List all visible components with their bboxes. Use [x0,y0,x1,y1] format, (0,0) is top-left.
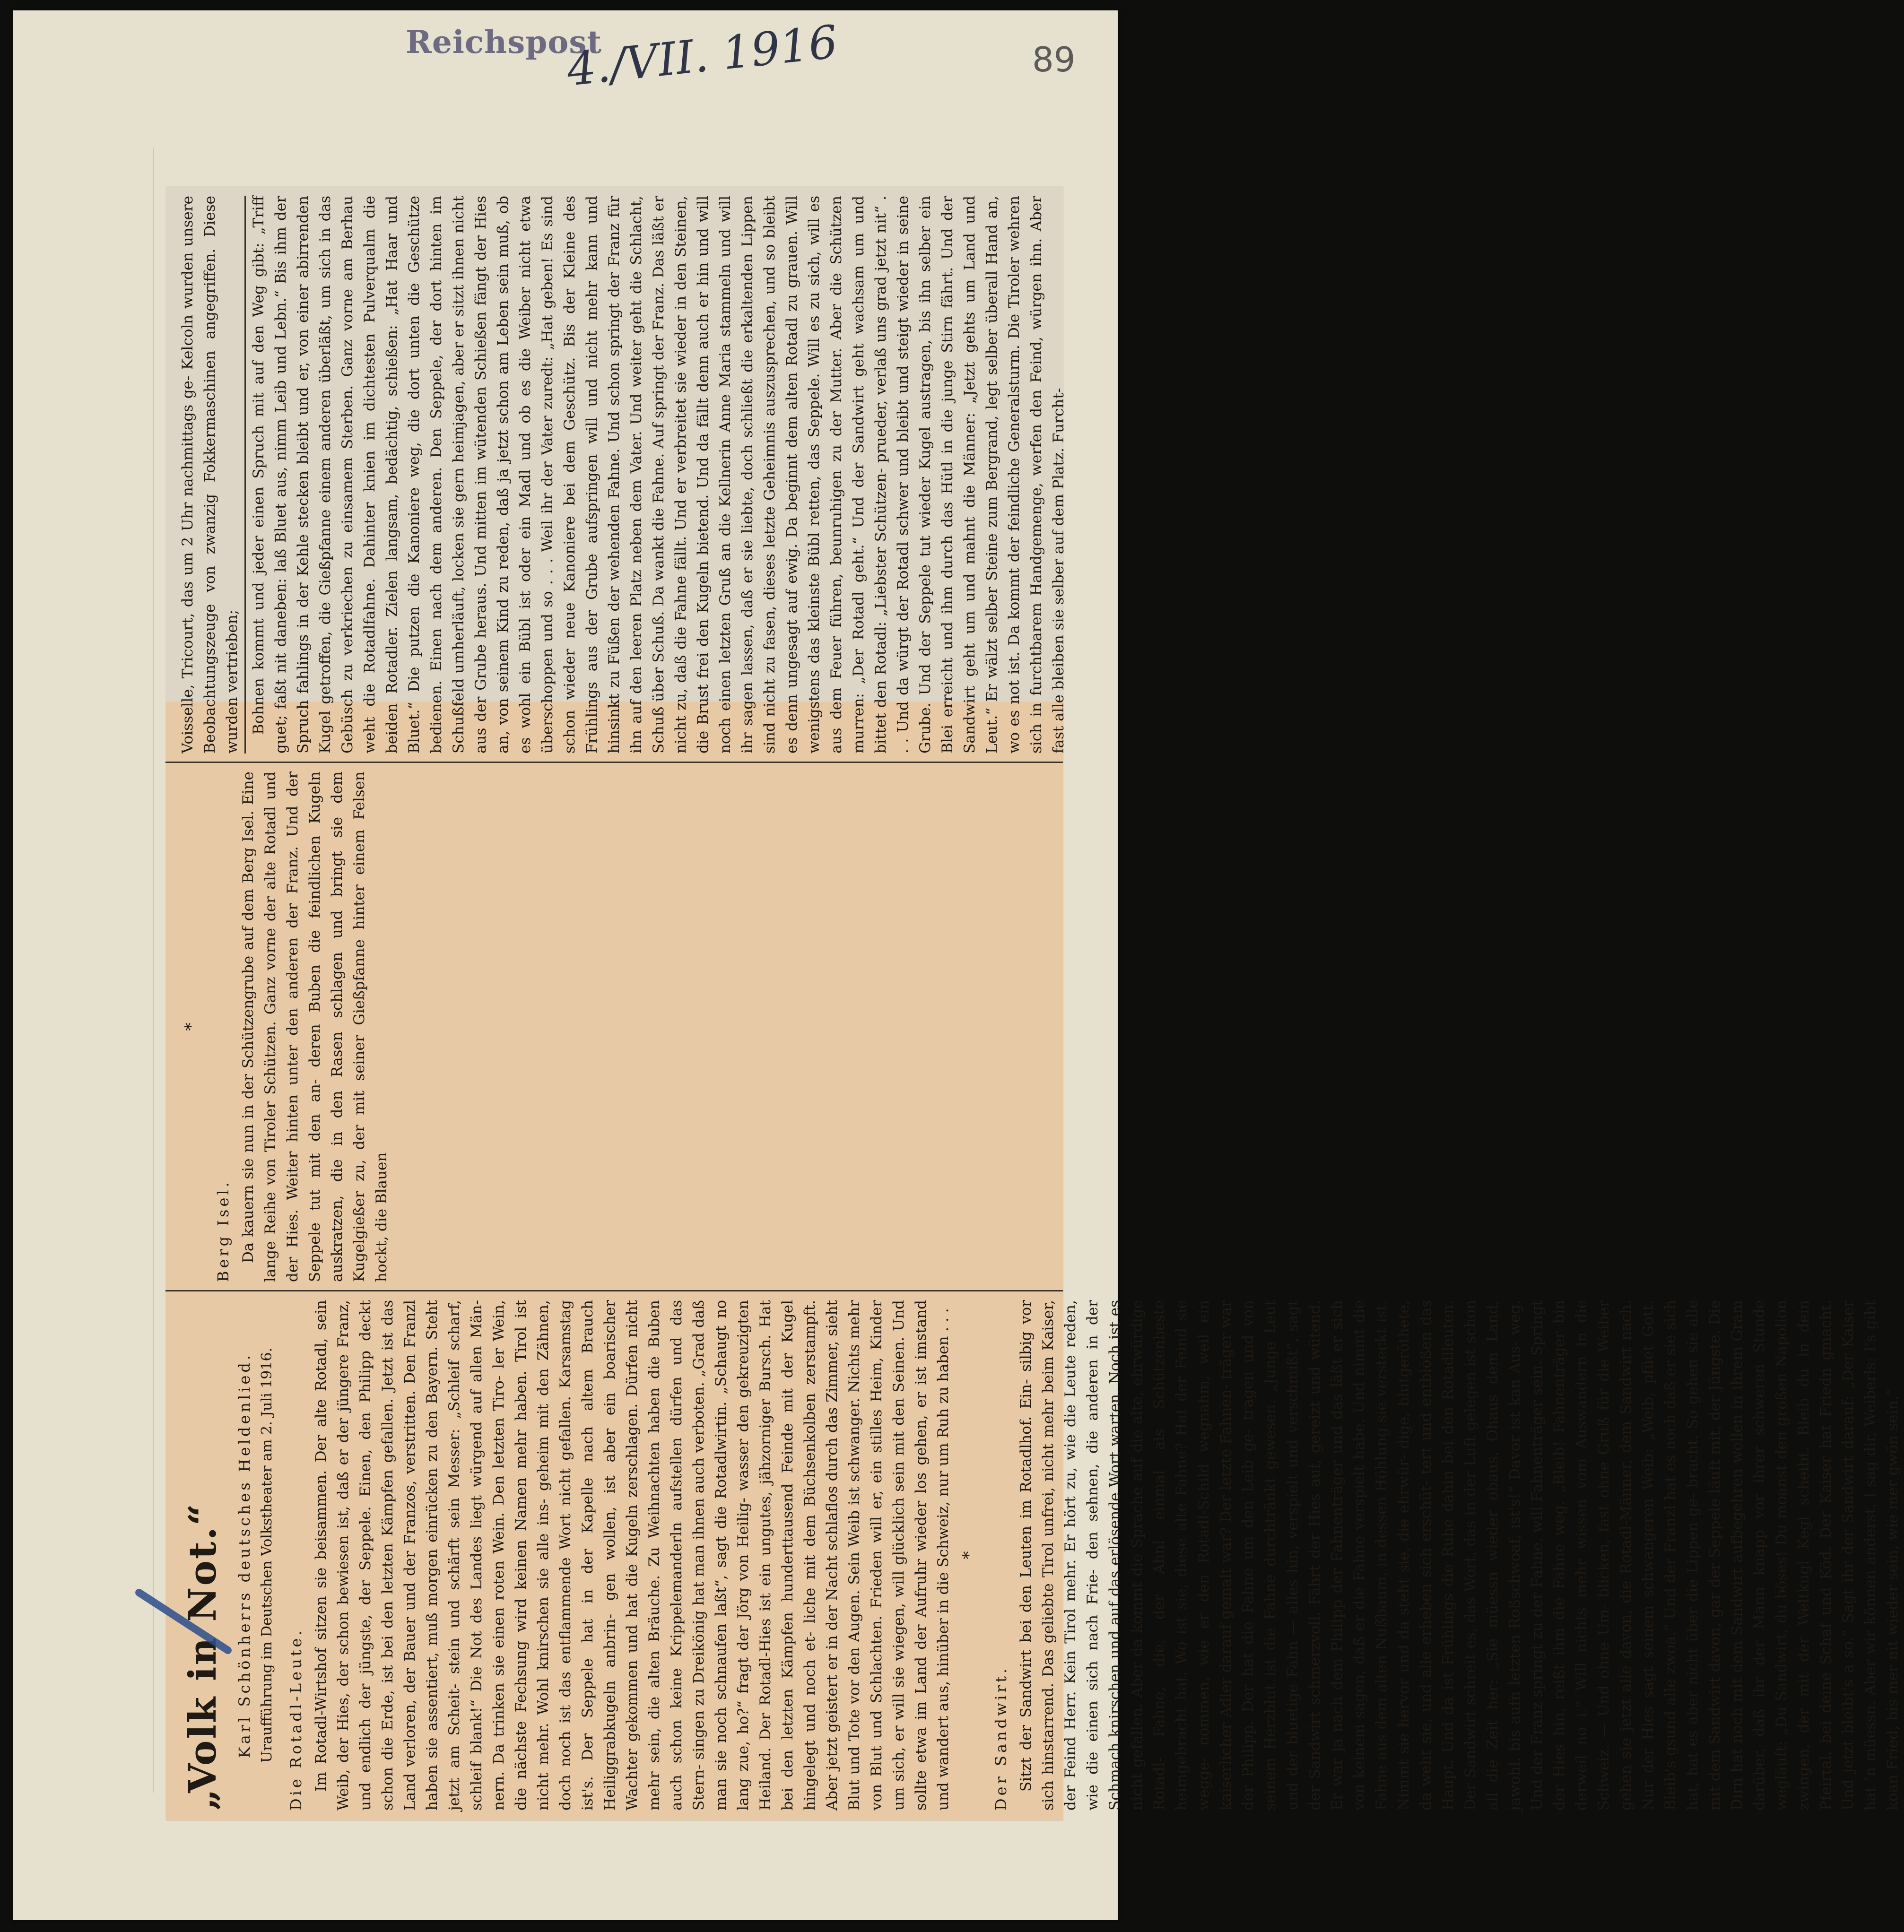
section-berg-isel-paragraph: Da kauern sie nun in der Schützengrube auf dem Berg Isel. Eine lange Reihe von Tiroler Schützen. Ganz vorne der alte Rotadl und der Hies. Weiter hinten unter den anderen der Franz. Und der Seppele tut mit den an- deren Buben die feindlichen Kugeln auskratzen, die in den Rasen schlagen und bringt sie dem Kugelgießer zu, der mit seiner Gießpfanne hinter einem Felsen hockt, die Blauen [240,771,390,1282]
archive-sheet [13,10,1901,1920]
section-title-berg-isel: Berg Isel. [214,1179,232,1282]
section-title-sandwirt: Der Sandwirt. [992,1665,1010,1811]
article-byline: Karl Schönherrs deutsches Heldenlied. [235,1352,253,1759]
column-separator-1 [165,1290,1063,1291]
folio-number: 89 [1032,40,1076,79]
article-column-1 [165,1300,1901,1811]
section-sandwirt-paragraph-start: Sitzt der Sandwirt bei den Leuten im Rotadlhof. Ein- silbig vor sich hinstarrend. Das geliebte Tirol unfrei, nicht mehr beim Kaiser, der Feind Herr. Kein Tirol mehr. Er hört zu, wie die Leute reden, wie die einen sich nach Frie- den sehnen, die anderen in der Schmach knirschen und auf das erlösende Wort warten. Noch ist es nicht gefallen. Aber da kommt die Sprache auf die alte, ehrwürdige Rotadl- Fahne, die, der Ahnl einmal als Schützenbeste heimgebracht hat. Wo ist sie, diese alte Fahne? Hat der Feind sie wegge- nommen, wie er den Rotadl-Schild wegnahm, weil ein kaiserlicher Adler darauf gemalt war? Der letzte Fahnen- träger war der Philipp. Der hat die Fahne um den Leib ge- tragen und von seinem Herzblut ist die Fahne durchtränkt gewesen. „Junge Leut und der bluetige Fahn — alles hin, verspielt und verschmißt“, sagt der Sandwirt schmerzvoll. Fährt der Hies auf, gereizt und wütend. Er war ja nach dem Philipp der Fahnenträger und das läßt er sich von keinem sagen, daß er die Fahne verspielt habe. Und nimmt die Fahne aus dem alten Nußbaum, in dessen Höhlung sie versteckt ist. Nimmt sie hervor und da steht sie, die ehrwür- dige, blutgeröthete, da weht sie, und alle erheben sich erschüt- tert und entblößen das Haupt. Und da ist Frühlings die Ruhe dahin bei den Rotadlleuten. Der Sandwirt schreit es, das Wort, das in der Luft gelegen ist schon all die Zeit her: „Sie müessn wieder obaus. Ohaus dem Land, jawohl, bis aufn letzten Roßschwoaf, ist's!“ Davor ist kan Aus- weg. Und der Franz springt zu der Fahne, will Fahnenträger sein. Springt der Hies hin, reißt ihm die Fahne weg. „Bleib! Fahnenträger bin derweil no i.“ Will nichts mehr wissen vom Auswandern in die Schweiz. — Und ohne Um- blicken, fast ohne Gruß für die Weiber gehen sie jetzt alle davon, die Rotadl-Männer, dem Sandwirt nach. Nur der Hies sagt seinem schwangeren Weib: „Weib, pfüet Gott. Bleib's gsund alle zwoa.“ Und der Franzl hat es noch daß er sie sich hat, hat es aber nicht über die Lippen ge- bracht. So gehen sie alle mit dem Sandwirt davon, gar der Seppele läuft mit, der Jüngste. Die Dirn hat noch mit dem Sandwirt aufbegehren wollen in ihrem Gram darüber, daß ihr der Mann knapp vor ihrer schweren Stunde wegläuft: „Du Sandwirt, du böses! Du moanst den großen Napolion zwingen, der mit der Weltkugl Kegl scheibt. Bleib du in dein Pfeirtal, bei deine Schaf und Köd. Der Kaiser hat Friedn gmacht. Und jetzt bleibt's a so.“ Sagt ihr der Sandwirt darauf: „Der Kaiser hat ’n müessn. Aber wir können anderst. I sag dir, Weiberls: I's gibt koan Fried, bis mer nit wieder sein, wie mer gwön sein.“ [1017,1300,1901,1811]
article-column-3 [165,196,1067,754]
handwritten-date: 4./VII. 1916 [564,15,840,96]
newspaper-stamp: Reichspost [406,24,602,61]
section-divider-star: * [959,1551,978,1559]
section-rotadl-leute-paragraph: Im Rotadl-Wirtshof sitzen sie beisammen. Der alte Rotadl, sein Weib, der Hies, der schon bewiesen ist, daß er der jüngere Franz, und endlich der jüngste, der Seppele. Einen, den Philipp deckt schon die Erde, ist bei den letzten Kämpfen gefallen. Jetzt ist das Land verloren, der Bauer und der Franzos, verstritten. Den Franzl haben sie assentiert, muß morgen einrücken zu den Bayern. Steht jetzt am Scheit- stein und schärft sein Messer: „Schleif scharf, schleif blank!“ Die Not des Landes liegt würgend auf allen Män- nern. Da trinken sie einen roten Wein. Den letzten Tiro- ler Wein, die nächste Fechsung wird keinen Namen mehr haben. Tirol ist nicht mehr. Wohl knirschen sie alle ins- geheim mit den Zähnen, doch noch ist das entflammende Wort nicht gefallen. Karsamstag ist's. Der Seppele hat in der Kapelle nach altem Brauch Heiliggrabkugeln anbrin- gen wollen, ist aber ein boarischer Wachter gekommen und hat die Kugeln zerschlagen. Dürfen nicht mehr sein, die alten Bräuche. Zu Weihnachten haben die Buben auch schon keine Krippelemanderln aufstellen dürfen und das Stern- singen zu Dreikönig hat man ihnen auch verboten. „Grad daß man sie noch schnaufen laßt“, sagt die Rotadlwirtin. „Schaugt no lang zue, ho?“ fragt der Jörg von Heilig- wasser den gekreuzigten Heiland. Der Rotadl-Hies ist ein ungutes, jähzorniger Bursch. Hat bei den letzten Kämpfen hunderttausend Feinde mit der Kugel hingelegt und noch et- liche mit dem Büchsenkolben zerstampft. Aber jetzt geistert er in der Nacht schlaflos durch das Zimmer, sieht Blut und Tote vor den Augen. Sein Weib ist schwanger. Nichts mehr von Blut und Schlachten. Frieden will er, ein stilles Heim, Kinder um sich, er will sie wiegen, will glücklich sein mit den Seinen. Und sollte etwa im Land der Aufruhr wieder los gehen, er ist imstand und wandert aus, hinüber in die Schweiz, nur um Ruh zu haben . . . [313,1300,952,1811]
performance-note: Uraufführung im Deutschen Volkstheater am 2. Juli 1916. [259,1347,275,1763]
article-column-2 [165,771,1063,1282]
article-headline: „Volk in Not.“ [180,1502,225,1811]
previous-article-tail: Voisselle, Tricourt, das um 2 Uhr nachmittags ge- Kelcoln wurden unsere Beobachtungszeuge von zwanzig Fokkermaschinen angegriffen. Diese wurden vertrieben; [177,196,246,754]
section-divider-star-2: * [182,1022,200,1031]
column-separator-2 [165,762,1063,763]
newspaper-clipping [165,186,1901,1820]
berg-isel-continuation-paragraph: Bohnen kommt und jeder einen Spruch mit auf den Weg gibt: „Triff guet; faßt nit daneben: laß Bluet aus, nimm Leib und Lebn.“ Bis ihm der Spruch fahlings in der Kehle stecken bleibt und er, von einer abirrenden Kugel getroffen, die Gießpfanne einem anderen überläßt, um sich in das Gebüsch zu verkriechen zu einsamem Sterben. Ganz vorne am Berhau weht die Rotadlfahne. Dahinter knien im dichtesten Pulverqualm die beiden Rotadler. Zielen langsam, bedächtig, schießen: „Hat Haar und Bluet.“ Die putzen die Kanoniere weg, die dort unten die Geschütze bedienen. Einen nach dem anderen. Den Seppele, der dort hinten im Schußfeld umherläuft, locken sie gern heimjagen, aber er sitzt ihnen nicht aus der Grube heraus. Und mitten im wütenden Schießen fängt der Hies an, von seinem Kind zu reden, daß ja jetzt schon am Leben sein muß, ob es wohl ein Bübl ist oder ein Madl und ob es die Weiber nicht etwa überschoppen und so . . . Weil ihr der Vater zuredt: „Hat geben! Es sind schon wieder neue Kanoniere bei dem Geschütz. Bis der Kleine des Frühlings aus der Grube aufspringen will und nicht mehr kann und hinsinkt zu Füßen der wehenden Fahne. Und schon springt der Franz für ihn auf den leeren Platz neben dem Vater. Und weiter geht die Schlacht, Schuß über Schuß. Da wankt die Fahne. Auf springt der Franz. Das läßt er nicht zu, daß die Fahne fällt. Und er verbreitet sie wieder in den Steinen, die Brust frei den Kugeln bietend. Und da fällt denn auch er hin und will noch einen letzten Gruß an die Kellnerin Anne Maria stammeln und will ihr sagen lassen, daß er sie liebte, doch schließt die erkaltenden Lippen sind nicht zu fasen, dieses letzte Geheimnis auszusprechen, und so bleibt es denn ungesagt auf ewig. Da beginnt dem alten Rotadl zu grauen. Will wenigstens das kleinste Bübl retten, das Seppele. Will es zu sich, will es aus dem Feuer führen, beunruhigen zu der Mutter. Aber die Schützen murren: „Der Rotadl geht.“ Und der Sandwirt geht wachsam um und bittet den Rotadl: „Liebster Schützen- prueder, verlaß uns grad jetzt nit“ . . . Und da würgt der Rotadl schwer und bleibt und steigt wieder in seine Grube. Und der Seppele tut wieder Kugel austragen, bis ihn selber ein Blei erreicht und ihm durch das Hütl in die junge Stirn fährt. Und der Sandwirt geht um und mahnt die Männer: „Jetzt gehts um Land und Leut.“ Er wälzt selber Steine zum Bergrand, legt selber überall Hand an, wo es not ist. Da kommt der feindliche Generalsturm. Die Tiroler wehren sich in furchtbarem Handgemenge, werfen den Feind, würgen ihn. Aber fast alle bleiben sie selber auf dem Platz. Furcht- [250,196,1067,754]
section-title-rotadl-leute: Die Rotadl-Leute. [287,1628,305,1811]
mount-edge-line [153,147,154,1793]
rotated-article [165,186,1901,1820]
